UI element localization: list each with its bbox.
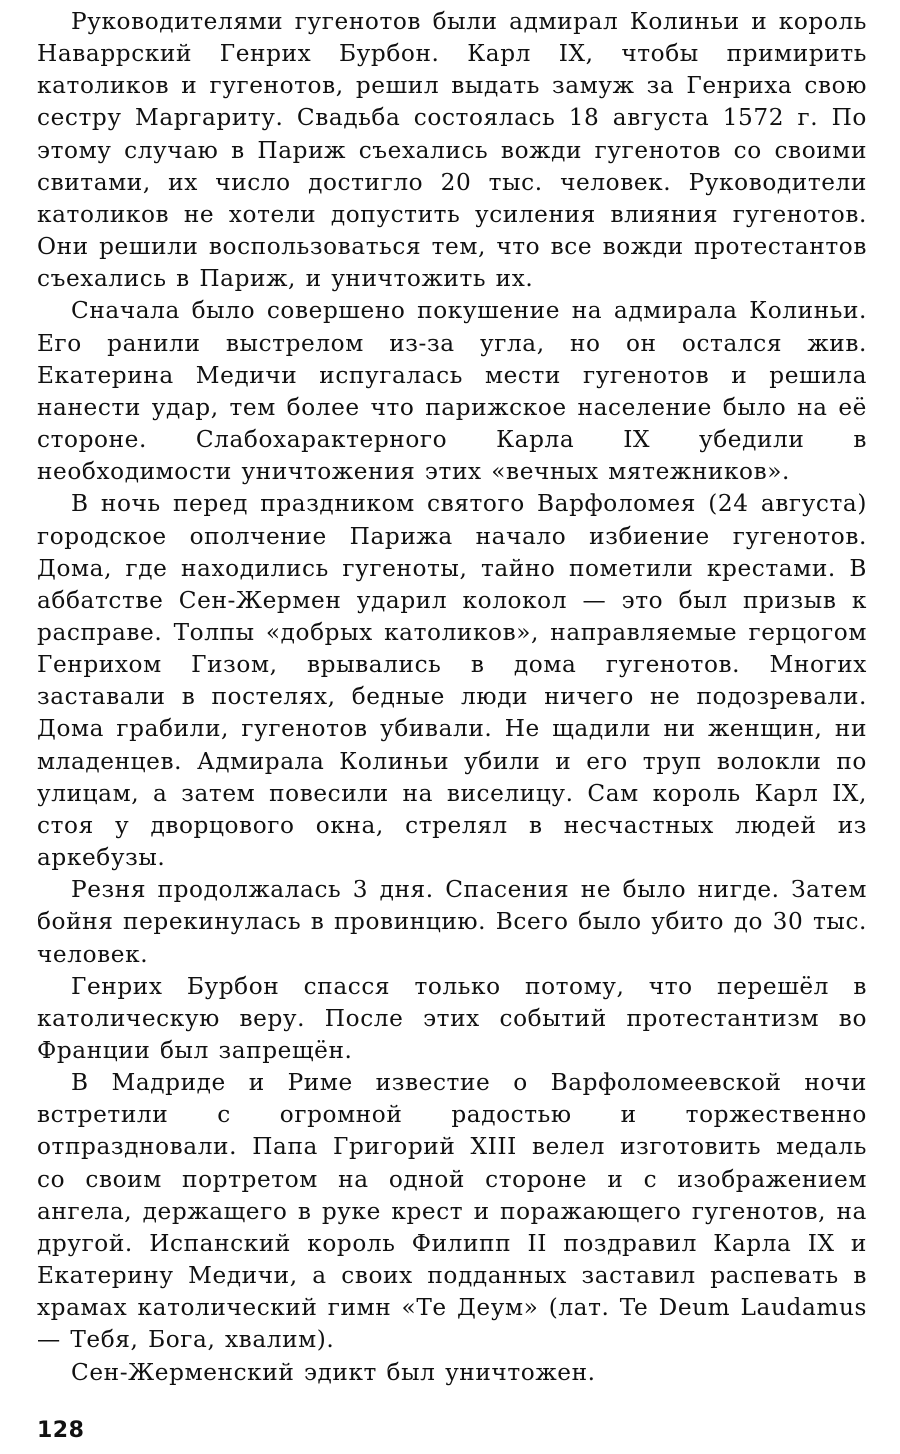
page-number: 128 — [37, 1418, 85, 1443]
paragraph-edict-destroyed: Сен-Жерменский эдикт был уничтожен. — [71, 1358, 596, 1386]
paragraph-attempt-on-coligny: Сначала было совершено покушение на адмирала Колиньи. Его ранили выстрелом из-за угла, но он остался жив. Екатерина Медичи испугалась мести гугенотов и решила нанести удар, тем более что парижское население было на её стороне. Слабохарактерного Карла IX убедили в необходимости уничтожения этих «вечных мятежников». — [37, 297, 867, 486]
paragraph-huguenot-leaders: Руководителями гугенотов были адмирал Колиньи и король Наваррский Генрих Бурбон. Карл IX, чтобы примирить католиков и гугенотов, решил выдать замуж за Генриха свою сестру Маргариту. Свадьба состоялась 18 августа 1572 г. По этому случаю в Париж съехались вожди гугенотов со своими свитами, их число достигло 20 тыс. человек. Руководители католиков не хотели допустить усиления влияния гугенотов. Они решили воспользоваться тем, что все вожди протестантов съехались в Париж, и уничтожить их. — [37, 8, 867, 293]
paragraph-massacre-duration: Резня продолжалась 3 дня. Спасения не было нигде. Затем бойня перекинулась в провинцию. Всего было убито до 30 тыс. человек. — [37, 876, 867, 968]
paragraph-st-bartholomew-night: В ночь перед праздником святого Варфоломея (24 августа) городское ополчение Парижа начало избиение гугенотов. Дома, где находились гугеноты, тайно пометили крестами. В аббатстве Сен-Жермен ударил колокол — это был призыв к расправе. Толпы «добрых католиков», направляемые герцогом Генрихом Гизом, врывались в дома гугенотов. Многих заставали в постелях, бедные люди ничего не подозревали. Дома грабили, гугенотов убивали. Не щадили ни женщин, ни младенцев. Адмирала Колиньи убили и его труп волокли по улицам, а затем повесили на виселицу. Сам король Карл IX, стоя у дворцового окна, стрелял в несчастных людей из аркебузы. — [37, 490, 867, 872]
paragraph-madrid-rome-reaction: В Мадриде и Риме известие о Варфоломеевской ночи встретили с огромной радостью и торжественно отпраздновали. Папа Григорий XIII велел изготовить медаль со своим портретом на одной стороне и с изображением ангела, держащего в руке крест и поражающего гугенотов, на другой. Испанский король Филипп II поздравил Карла IX и Екатерину Медичи, а своих подданных заставил распевать в храмах католический гимн «Те Деум» (лат. Te Deum Laudamus — Тебя, Бога, хвалим). — [37, 1069, 867, 1354]
page-body — [37, 6, 867, 1389]
paragraph-henry-bourbon: Генрих Бурбон спасся только потому, что перешёл в католическую веру. После этих событий протестантизм во Франции был запрещён. — [37, 972, 867, 1064]
